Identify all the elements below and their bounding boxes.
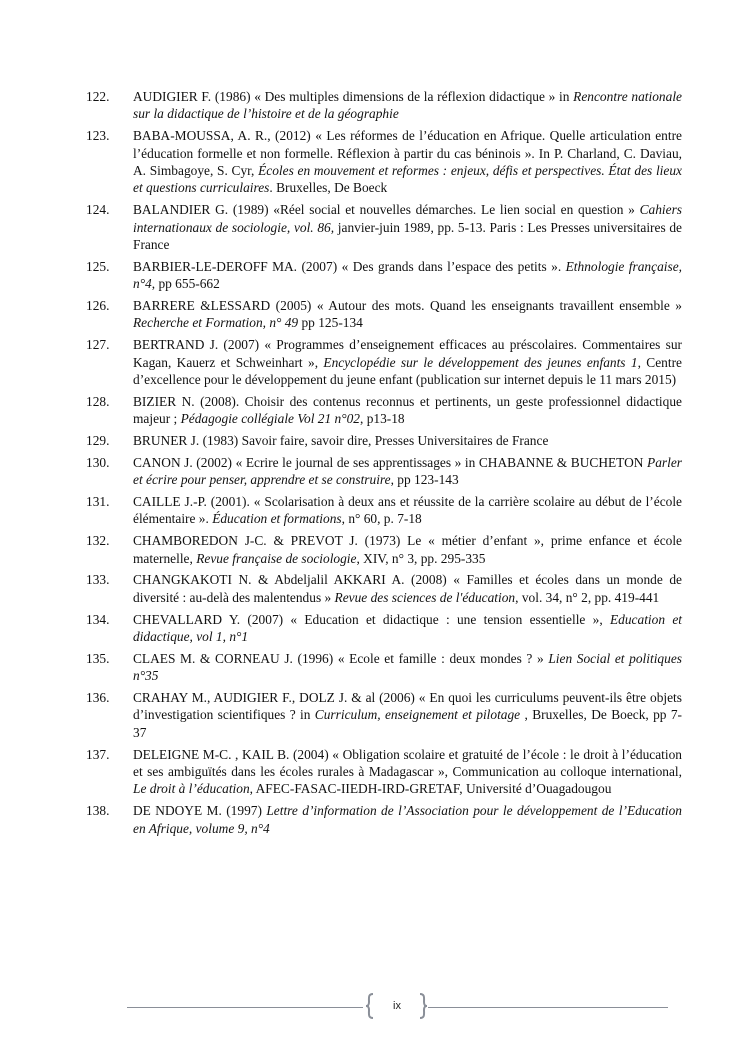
footer-rule-right [428, 1007, 668, 1008]
entry-number: 138. [86, 803, 110, 819]
entry-text [133, 689, 682, 741]
entry-number: 127. [86, 337, 110, 353]
entry-text-segment: BALANDIER G. (1989) «Réel social et nouvelles démarches. Le lien social en question » [133, 202, 640, 218]
entry-title-italic: Recherche et Formation, n° 49 [133, 315, 299, 331]
entry-text-segment: , AFEC-FASAC-IIEDH-IRD-GRETAF, Université d’Ouagadougou [249, 781, 612, 797]
entry-text-segment: CAILLE J.-P. (2001). « Scolarisation à deux ans et réussite de la carrière scolaire au début de l’école élémentaire ». [133, 494, 682, 527]
entry-text-segment: , pp 123-143 [390, 472, 459, 488]
entry-number: 137. [86, 746, 110, 762]
entry-text-segment: , vol. 34, n° 2, pp. 419-441 [515, 589, 660, 605]
entry-number: 125. [86, 258, 110, 274]
entry-text-segment: CRAHAY M., AUDIGIER F., DOLZ J. & al (2006) « En quoi les curriculums peuvent-ils être objets d’investigation scientifiques ? in [133, 690, 682, 723]
entry-text-segment: BARBIER-LE-DEROFF MA. (2007) « Des grands dans l’espace des petits ». [133, 258, 566, 274]
entry-number: 131. [86, 494, 110, 510]
page-footer [0, 993, 744, 1023]
entry-text-segment: , n° 60, p. 7-18 [341, 511, 422, 527]
entry-title-italic: Écoles en mouvement et reformes : enjeux, défis et perspectives. État des lieux et questions curriculaires [133, 163, 682, 196]
entry-text [133, 336, 682, 388]
entry-title-italic: Éducation et formations [212, 511, 342, 527]
entry-text [133, 454, 682, 489]
entry-text [133, 201, 682, 253]
entry-title-italic: Encyclopédie sur le développement des jeunes enfants 1 [323, 354, 638, 370]
entry-title-italic: Parler et écrire pour penser, apprendre et se construire [133, 454, 682, 488]
entry-text [133, 258, 682, 293]
entry-text-segment: , p13-18 [360, 411, 405, 427]
entry-text [133, 571, 682, 606]
entry-text [133, 746, 682, 798]
entry-text-segment: BRUNER J. (1983) Savoir faire, savoir dire, Presses Universitaires de France [133, 433, 549, 449]
entry-number: 129. [86, 433, 110, 449]
entry-title-italic: Education et didactique, vol 1, n°1 [133, 611, 682, 645]
entry-title-italic: Le droit à l’éducation [133, 781, 250, 797]
entry-title-italic: Curriculum, enseignement et pilotage [314, 707, 521, 723]
entry-text [133, 393, 682, 428]
bibliography-entry [86, 532, 682, 567]
entry-title-italic: Pédagogie collégiale Vol 21 n°02 [180, 411, 360, 427]
entry-number: 134. [86, 611, 110, 627]
bibliography-entry [86, 493, 682, 528]
entry-number: 123. [86, 128, 110, 144]
entry-text-segment: , pp 655-662 [151, 276, 220, 292]
entry-text-segment: pp 125-134 [298, 315, 363, 331]
left-brace-icon [365, 993, 375, 1019]
bibliography-entry [86, 571, 682, 606]
bibliography-entry [86, 746, 682, 798]
entry-text-segment: , XIV, n° 3, pp. 295-335 [356, 550, 486, 566]
bibliography-entry [86, 650, 682, 685]
bibliography-entry [86, 432, 682, 449]
entry-text-segment: CHAMBOREDON J-C. & PREVOT J. (1973) Le « métier d’enfant », prime enfance et école maternelle, [133, 533, 682, 566]
entry-text-segment: BARRERE &LESSARD (2005) « Autour des mots. Quand les enseignants travaillent ensemble » [133, 298, 682, 314]
entry-title-italic: Lettre d’information de l’Association pour le développement de l’Education en Afrique, volume 9, n°4 [133, 803, 682, 836]
entry-text [133, 802, 682, 837]
page-number: ix [393, 1000, 401, 1012]
entry-text-segment: AUDIGIER F. (1986) « Des multiples dimensions de la réflexion didactique » in [133, 89, 574, 104]
entry-title-italic: Revue des sciences de l'éducation [334, 589, 516, 605]
right-brace-icon [418, 993, 428, 1019]
entry-number: 128. [86, 393, 110, 409]
entry-number: 135. [86, 650, 110, 666]
bibliography-entry [86, 393, 682, 428]
bibliography-entry [86, 689, 682, 741]
entry-text-segment: CANON J. (2002) « Ecrire le journal de ses apprentissages » in CHABANNE & BUCHETON [133, 454, 648, 470]
bibliography-entry [86, 127, 682, 197]
entry-text [133, 88, 682, 123]
entry-title-italic: Cahiers internationaux de sociologie, vol. 86, [133, 202, 682, 235]
entry-text-segment: CHEVALLARD Y. (2007) « Education et didactique : une tension essentielle », [133, 611, 610, 627]
entry-text [133, 650, 682, 685]
entry-title-italic: Lien Social et politiques n°35 [133, 650, 682, 684]
entry-text-segment: . Bruxelles, De Boeck [269, 180, 388, 196]
entry-number: 126. [86, 298, 110, 314]
entry-number: 124. [86, 202, 110, 218]
entry-number: 122. [86, 89, 110, 104]
entry-number: 132. [86, 533, 110, 549]
bibliography-entry [86, 258, 682, 293]
entry-text [133, 532, 682, 567]
bibliography-entry [86, 88, 682, 123]
entry-text-segment: BABA-MOUSSA, A. R., (2012) « Les réformes de l’éducation en Afrique. Quelle articulation entre l’éducation formelle et non formelle. Réflexion à partir du cas béninois ». In P. Charland, C. Daviau, A. Simbagoye, S. Cyr, [133, 128, 682, 179]
bibliography-entry [86, 297, 682, 332]
bibliography-entry [86, 201, 682, 253]
entry-number: 130. [86, 454, 110, 470]
entry-text-segment: DE NDOYE M. (1997) [133, 803, 267, 819]
entry-text-segment: CHANGKAKOTI N. & Abdeljalil AKKARI A. (2008) « Familles et écoles dans un monde de diversité : au-delà des malentendus » [133, 572, 682, 605]
bibliography-list [86, 88, 682, 841]
entry-text [133, 297, 682, 332]
footer-rule-left [127, 1007, 363, 1008]
entry-text-segment: BERTRAND J. (2007) « Programmes d’enseignement efficaces au préscolaires. Commentaires sur Kagan, Kauerz et Schweinhart », [133, 337, 682, 370]
entry-text-segment: janvier-juin 1989, pp. 5-13. Paris : Les Presses universitaires de France [133, 219, 682, 253]
entry-number: 136. [86, 690, 110, 706]
entry-text-segment: DELEIGNE M-C. , KAIL B. (2004) « Obligation scolaire et gratuité de l’école : le droit à l’éducation et ses ambiguïtés dans les écoles rurales à Madagascar », Communication au colloque international, [133, 746, 682, 780]
entry-title-italic: Ethnologie française, n°4 [133, 258, 682, 292]
entry-text [133, 127, 682, 197]
entry-title-italic: Revue française de sociologie [196, 550, 357, 566]
bibliography-entry [86, 454, 682, 489]
bibliography-entry [86, 802, 682, 837]
entry-text [133, 611, 682, 646]
entry-text [133, 493, 682, 528]
entry-text [133, 432, 682, 449]
entry-title-italic: Rencontre nationale sur la didactique de l’histoire et de la géographie [133, 89, 682, 122]
entry-text-segment: , Bruxelles, De Boeck, pp 7-37 [133, 707, 683, 740]
entry-text-segment: CLAES M. & CORNEAU J. (1996) « Ecole et famille : deux mondes ? » [133, 650, 549, 666]
entry-text-segment: BIZIER N. (2008). Choisir des contenus reconnus et pertinents, un geste professionnel didactique majeur ; [133, 393, 682, 427]
bibliography-entry [86, 611, 682, 646]
entry-number: 133. [86, 572, 110, 588]
bibliography-entry [86, 336, 682, 388]
entry-text-segment: , Centre d’excellence pour le développement du jeune enfant (publication sur internet depuis le 11 mars 2015) [133, 354, 682, 388]
